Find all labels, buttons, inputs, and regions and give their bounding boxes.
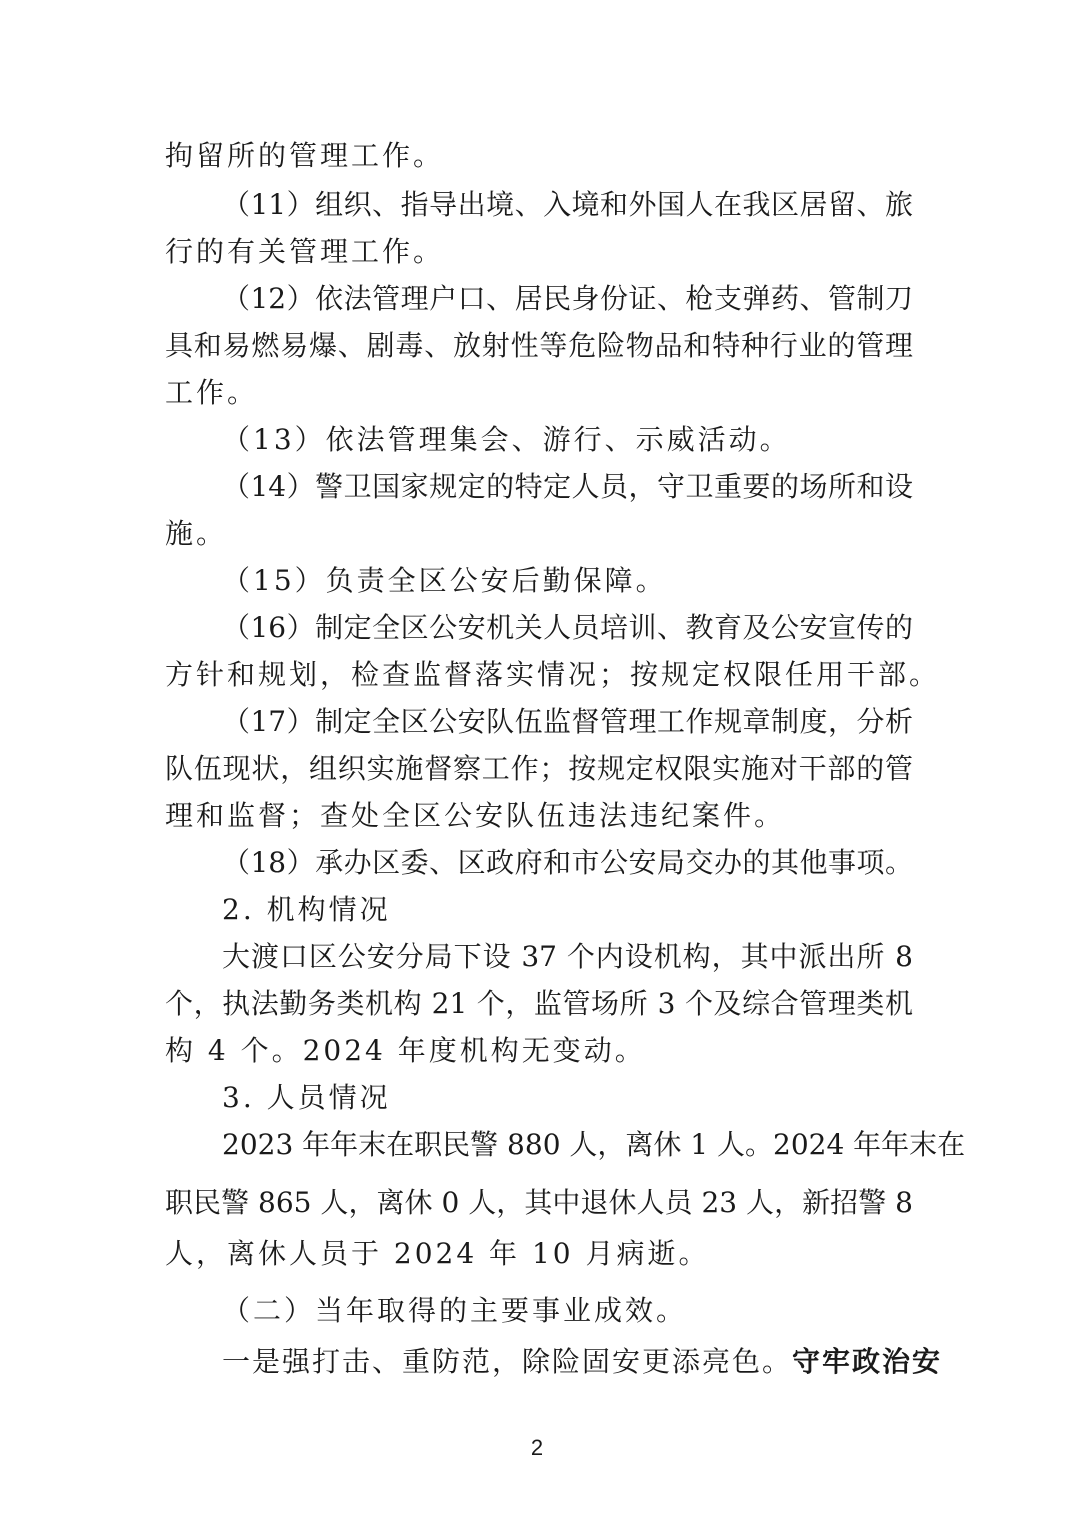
text-line: 2023 年年末在职民警 880 人，离休 1 人。2024 年年末在	[222, 1128, 966, 1161]
text-line	[222, 1342, 943, 1382]
text-line: 方针和规划，检查监督落实情况；按规定权限任用干部。	[165, 658, 941, 691]
section-heading: 2. 机构情况	[222, 893, 391, 926]
text-line: 理和监督；查处全区公安队伍违法违纪案件。	[165, 799, 786, 832]
section-heading: 3. 人员情况	[222, 1081, 391, 1114]
text-line: 施。	[165, 517, 228, 550]
text-line: （14）警卫国家规定的特定人员，守卫重要的场所和设	[222, 470, 913, 503]
page-number: 2	[530, 1435, 544, 1460]
bold-text-run: 守牢政治安	[792, 1345, 943, 1378]
text-line: 职民警 865 人，离休 0 人，其中退休人员 23 人，新招警 8	[165, 1186, 913, 1219]
text-line: （11）组织、指导出境、入境和外国人在我区居留、旅	[222, 188, 913, 221]
text-line: （12）依法管理户口、居民身份证、枪支弹药、管制刀	[222, 282, 913, 315]
text-line: 具和易燃易爆、剧毒、放射性等危险物品和特种行业的管理	[165, 329, 913, 362]
text-run: 一是强打击、重防范，除险固安更添亮色。	[222, 1345, 793, 1378]
text-line: （17）制定全区公安队伍监督管理工作规章制度，分析	[222, 705, 913, 738]
text-line: 队伍现状，组织实施督察工作；按规定权限实施对干部的管	[165, 752, 913, 785]
text-line: （13）依法管理集会、游行、示威活动。	[222, 423, 791, 456]
section-heading: （二）当年取得的主要事业成效。	[222, 1294, 688, 1327]
text-line: 大渡口区公安分局下设 37 个内设机构，其中派出所 8	[222, 940, 913, 973]
text-line: 行的有关管理工作。	[165, 235, 445, 268]
text-line: （18）承办区委、区政府和市公安局交办的其他事项。	[222, 846, 913, 879]
text-line: （15）负责全区公安后勤保障。	[222, 564, 667, 597]
text-line: 工作。	[165, 376, 259, 409]
text-line: 构 4 个。2024 年度机构无变动。	[165, 1034, 646, 1067]
text-line: 人，离休人员于 2024 年 10 月病逝。	[165, 1237, 710, 1270]
text-line: 个，执法勤务类机构 21 个，监管场所 3 个及综合管理类机	[165, 987, 913, 1020]
text-line: 拘留所的管理工作。	[165, 139, 445, 172]
text-line: （16）制定全区公安机关人员培训、教育及公安宣传的	[222, 611, 913, 644]
